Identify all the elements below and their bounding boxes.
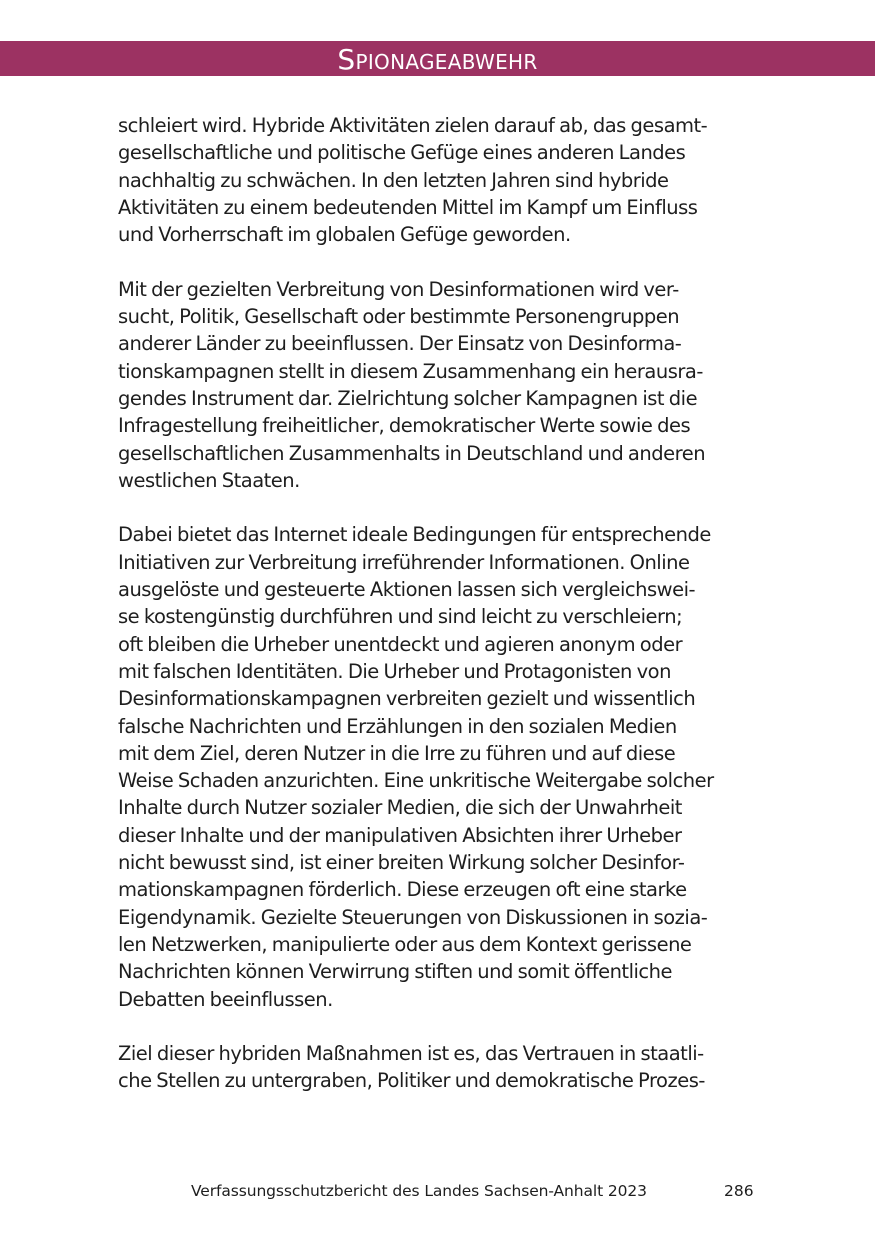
text-line: mationskampagnen förderlich. Diese erzeugen oft eine starke xyxy=(118,878,687,902)
section-header-band xyxy=(0,41,875,76)
text-line: gesellschaftliche und politische Gefüge eines anderen Landes xyxy=(118,141,686,165)
paragraph-2 xyxy=(118,276,758,494)
text-line: mit falschen Identitäten. Die Urheber und Protagonisten von xyxy=(118,659,671,683)
section-title: Spionageabwehr xyxy=(337,43,538,76)
text-line: oft bleiben die Urheber unentdeckt und agieren anonym oder xyxy=(118,632,683,656)
page-footer xyxy=(0,1182,875,1206)
text-line: dieser Inhalte und der manipulativen Absichten ihrer Urheber xyxy=(118,823,682,847)
report-title: Verfassungsschutzbericht des Landes Sachsen-Anhalt 2023 xyxy=(191,1182,647,1200)
text-line: falsche Nachrichten und Erzählungen in den sozialen Medien xyxy=(118,714,677,738)
text-line: che Stellen zu untergraben, Politiker und demokratische Prozes- xyxy=(118,1069,705,1093)
text-line: mit dem Ziel, deren Nutzer in die Irre zu führen und auf diese xyxy=(118,741,676,765)
text-line: Weise Schaden anzurichten. Eine unkritische Weitergabe solcher xyxy=(118,769,714,793)
text-line: Mit der gezielten Verbreitung von Desinformationen wird ver- xyxy=(118,277,679,301)
paragraph-spacer xyxy=(118,494,758,521)
paragraph-1 xyxy=(118,112,758,248)
text-line: Nachrichten können Verwirrung stiften und somit öffentliche xyxy=(118,960,672,984)
text-line: nachhaltig zu schwächen. In den letzten Jahren sind hybride xyxy=(118,168,669,192)
text-line: anderer Länder zu beeinflussen. Der Einsatz von Desinforma- xyxy=(118,332,682,356)
text-line: Infragestellung freiheitlicher, demokratischer Werte sowie des xyxy=(118,414,691,438)
text-line: Inhalte durch Nutzer sozialer Medien, die sich der Unwahrheit xyxy=(118,796,682,820)
text-line: tionskampagnen stellt in diesem Zusammenhang ein herausra- xyxy=(118,359,703,383)
text-line: Debatten beeinflussen. xyxy=(118,987,333,1011)
text-line: gendes Instrument dar. Zielrichtung solcher Kampagnen ist die xyxy=(118,386,698,410)
text-line: nicht bewusst sind, ist einer breiten Wirkung solcher Desinfor- xyxy=(118,851,685,875)
text-line: se kostengünstig durchführen und sind leicht zu verschleiern; xyxy=(118,605,683,629)
text-line: Ziel dieser hybriden Maßnahmen ist es, das Vertrauen in staatli- xyxy=(118,1042,704,1066)
text-line: Initiativen zur Verbreitung irreführender Informationen. Online xyxy=(118,550,690,574)
text-line: len Netzwerken, manipulierte oder aus dem Kontext gerissene xyxy=(118,932,692,956)
paragraph-spacer xyxy=(118,248,758,275)
text-line: Dabei bietet das Internet ideale Bedingungen für entsprechende xyxy=(118,523,711,547)
page-number: 286 xyxy=(724,1182,754,1200)
text-line: Desinformationskampagnen verbreiten gezielt und wissentlich xyxy=(118,687,696,711)
text-line: gesellschaftlichen Zusammenhalts in Deutschland und anderen xyxy=(118,441,706,465)
text-line: Eigendynamik. Gezielte Steuerungen von Diskussionen in sozia- xyxy=(118,905,708,929)
paragraph-3 xyxy=(118,521,758,1012)
paragraph-spacer xyxy=(118,1013,758,1040)
paragraph-4 xyxy=(118,1040,758,1095)
text-line: sucht, Politik, Gesellschaft oder bestimmte Personengruppen xyxy=(118,305,680,329)
text-line: schleiert wird. Hybride Aktivitäten zielen darauf ab, das gesamt- xyxy=(118,114,708,137)
text-line: westlichen Staaten. xyxy=(118,468,300,492)
body-text xyxy=(118,112,758,1095)
text-line: ausgelöste und gesteuerte Aktionen lassen sich vergleichswei- xyxy=(118,578,696,602)
text-line: und Vorherrschaft im globalen Gefüge geworden. xyxy=(118,223,571,247)
text-line: Aktivitäten zu einem bedeutenden Mittel im Kampf um Einfluss xyxy=(118,195,698,219)
